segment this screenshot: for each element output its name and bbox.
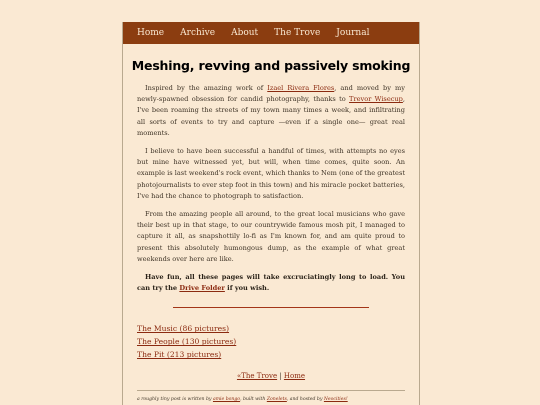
nav-the-trove[interactable]: The Trove [274, 28, 321, 38]
footer-divider [137, 390, 405, 391]
divider [173, 307, 369, 308]
drive-folder-link[interactable]: Drive Folder [179, 284, 225, 293]
footer-host-link[interactable]: Neocities! [323, 397, 348, 403]
izael-link[interactable]: Izael Rivera Flores [267, 84, 335, 92]
album-link-music[interactable]: The Music (86 pictures) [137, 324, 230, 334]
paragraph-1 [137, 83, 405, 139]
footer-tool-link[interactable]: Zonelets [266, 397, 287, 403]
footer-text-3: , and hosted by [286, 397, 324, 403]
p4-text-1: Have fun, all these pages will take excruciatingly long to load. You can try the [137, 273, 405, 293]
post-body [123, 83, 419, 402]
album-link-pit[interactable]: The Pit (213 pictures) [137, 350, 222, 360]
nav-about[interactable]: About [231, 28, 259, 38]
trevor-link[interactable]: Trevor Wisecup [349, 95, 403, 104]
p4-text-2: if you wish. [224, 284, 270, 293]
paragraph-2: I believe to have been successful a handful of times, with attempts no eyes but mine have witnessed yet, but will, when time comes, quite soon. An example is last weekend's rock event, which thanks to Nem (one of the greatest photojournalists to ever step foot in this town) and his miracle pocket batteries, I've had the chance to photograph to satisfaction. [137, 147, 405, 200]
post-title: Meshing, revving and passively smoking [131, 58, 411, 73]
p1-text-2: , and moved by my newly-spawned obsession for candid photography, thanks to [137, 84, 405, 104]
page-column [122, 22, 420, 405]
paragraph-3: From the amazing people all around, to the great local musicians who gave their best up in that stage, to our countrywide famous mosh pit, I managed to capture it all, as snapshottily lo-fi as I'm known for, and am quite proud to present this absolutely humongous dump, as the example of what great weekends over here are like. [137, 210, 405, 263]
top-nav [123, 22, 419, 44]
p1-text-3: , I've been roaming the streets of my town many times a week, and infiltrating all sorts of events to try and capture —even if a single one— great real moments. [137, 95, 405, 137]
back-trove-link[interactable]: «The Trove [236, 372, 278, 381]
nav-journal[interactable]: Journal [336, 28, 370, 38]
album-link-people[interactable]: The People (130 pictures) [137, 337, 237, 347]
footer-text-2: , built with [240, 397, 267, 403]
footer-author-link[interactable]: amie bongo [212, 397, 241, 403]
back-nav [137, 372, 405, 380]
back-home-link[interactable]: Home [283, 372, 306, 381]
nav-archive[interactable]: Archive [180, 28, 216, 38]
footer [137, 397, 405, 402]
back-separator: | [277, 372, 284, 381]
album-list [137, 322, 405, 361]
footer-text-1: a roughly tiny post is written by [137, 397, 213, 403]
p1-text-1: Inspired by the amazing work of [145, 84, 268, 92]
paragraph-4 [137, 272, 405, 294]
nav-home[interactable]: Home [137, 28, 165, 38]
